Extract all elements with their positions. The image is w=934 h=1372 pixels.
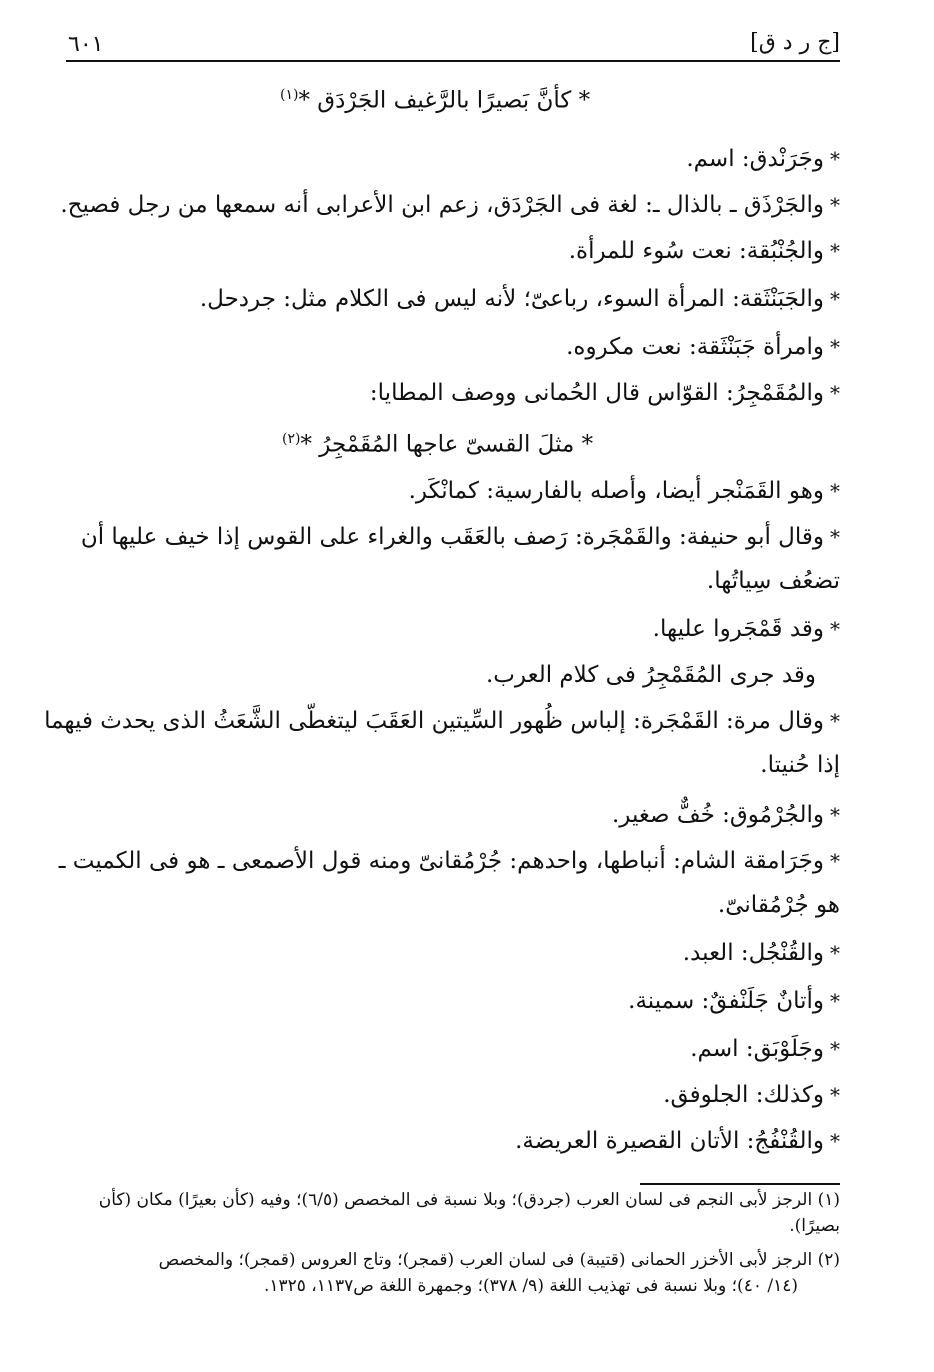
entry-line: *والجَبَنْثَقة: المرأة السوء، رباعىّ؛ لأنه ليس فى الكلام مثل: جردحل. [199, 286, 840, 312]
entry-line: *والجُنْبُقة: نعت سُوء للمرأة. [568, 238, 840, 264]
entry-line: *والمُقَمْجِرُ: القوّاس قال الحُمانى ووصف المطايا: [369, 380, 840, 406]
footnote-ref-1: (١) [280, 87, 299, 103]
entry-line: *وهو القَمَنْجر أيضا، وأصله بالفارسية: كمانْكَر. [408, 478, 840, 504]
header-rule [66, 60, 840, 62]
running-head: [ج ر د ق] [750, 30, 840, 55]
entry-line-continued: تضعُف سِياتُها. [706, 568, 840, 594]
footnote-2-continued: (١٤/ ٤٠)؛ وبلا نسبة فى تهذيب اللغة (٩/ ٣٧٨)؛ وجمهرة اللغة ص١١٣٧، ١٣٢٥. [263, 1276, 798, 1296]
entry-line: *وقال مرة: القَمْجَرة: إلباس ظُهور السِّيتين العَقَبَ ليتغطّى الشَّعَثُ الذى يحدث فيهما [44, 708, 840, 734]
entry-line-continued: إذا حُنيتا. [760, 752, 840, 778]
entry-line: *وقال أبو حنيفة: والقَمْجَرة: رَصف بالعَقَب والغراء على القوس إذا خيف عليها أن [80, 524, 840, 550]
entry-line: *والقُنْفُجُ: الأتان القصيرة العريضة. [515, 1128, 840, 1154]
page-number: ٦٠١ [68, 32, 104, 57]
footnote-1: (١) الرجز لأبى النجم فى لسان العرب (جردق)؛ وبلا نسبة فى المخصص (٦/٥)؛ وفيه (كأن بعيرًا) مكان (كأن [98, 1190, 840, 1210]
entry-line: *وجَلَوْبَق: اسم. [690, 1036, 840, 1062]
footnote-ref-2: (٢) [282, 431, 301, 447]
footnote-2: (٢) الرجز لأبى الأخزر الحمانى (قتيبة) فى لسان العرب (قمجر)؛ وتاج العروس (قمجر)؛ والمخصص [158, 1250, 840, 1270]
page-header [68, 30, 840, 64]
entry-line: *وامرأة جَبَنْثَقة: نعت مكروه. [566, 334, 840, 360]
footnote-rule [640, 1183, 840, 1185]
entry-line: *وجَرَامقة الشام: أنباطها، واحدهم: جُرْمُقانىّ ومنه قول الأصمعى ـ هو فى الكميت ـ [58, 848, 840, 874]
entry-line: *وأتانٌ جَلَنْفقٌ: سمينة. [628, 988, 840, 1014]
entry-line: *وقد قَمْجَروا عليها. [652, 616, 840, 642]
entry-line: *وكذلك: الجلوفق. [663, 1082, 840, 1108]
entry-line: *والجَرْذَق ـ بالذال ـ: لغة فى الجَرْدَق، زعم ابن الأعرابى أنه سمعها من رجل فصيح. [60, 192, 840, 218]
entry-line: *والقُنْجُل: العبد. [682, 940, 840, 966]
entry-line: *وجَرَنْدق: اسم. [686, 146, 840, 172]
verse-1: * كأنَّ بَصيرًا بالرَّغيف الجَرْدَق *$^{(١)}$ [280, 87, 591, 114]
entry-line: *والجُرْمُوق: خُفٌّ صغير. [611, 802, 840, 828]
verse-2: * مثلَ القسىّ عاجها المُقَمْجِرُ *$^{(٢)}$ [282, 431, 594, 458]
entry-line: وقد جرى المُقَمْجِرُ فى كلام العرب. [485, 662, 816, 688]
footnote-1-continued: بصيرًا). [789, 1216, 840, 1236]
entry-line-continued: هو جُرْمُقانىّ. [717, 892, 840, 918]
